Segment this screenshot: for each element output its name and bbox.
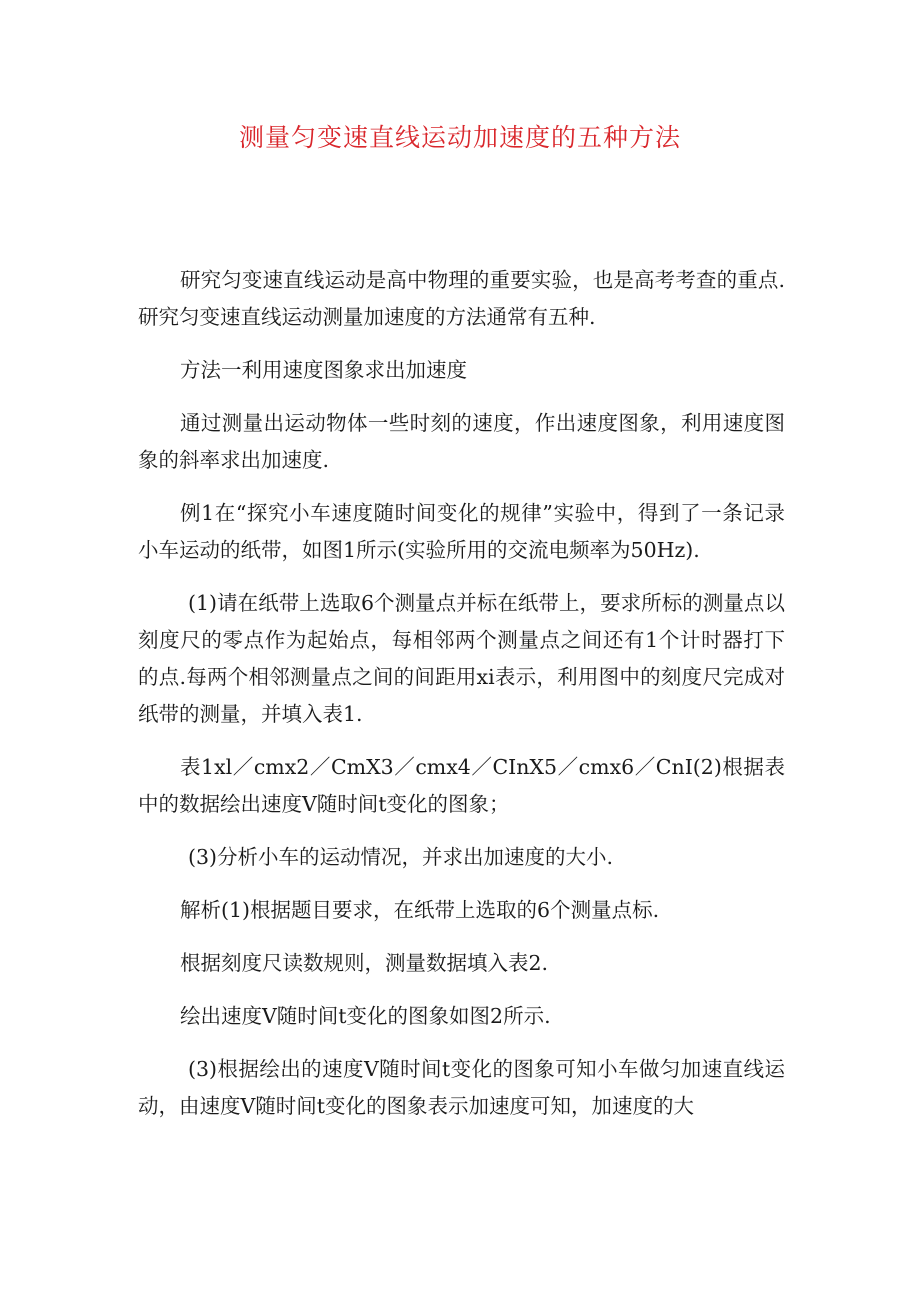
paragraph-method-one-heading: 方法一利用速度图象求出加速度 — [180, 358, 467, 382]
paragraph-question-three: (3)分析小车的运动情况，并求出加速度的大小. — [188, 845, 614, 869]
paragraph-solution-graph: 绘出速度V随时间t变化的图象如图2所示. — [180, 1004, 551, 1028]
paragraph-question-one: (1)请在纸带上选取6个测量点并标在纸带上，要求所标的测量点以刻度尺的零点作为起始点，每相邻两个测量点之间还有1个计时器打下的点.每两个相邻测量点之间的间距用xi表示，利用图中的刻度尺完成对纸带的测量，并填入表1. — [138, 591, 785, 726]
document-body — [138, 262, 785, 1141]
paragraph-example-one: 例1在“探究小车速度随时间变化的规律”实验中，得到了一条记录小车运动的纸带，如图1所示(实验所用的交流电频率为50Hz). — [138, 501, 785, 562]
paragraph-method-one-description: 通过测量出运动物体一些时刻的速度，作出速度图象，利用速度图象的斜率求出加速度. — [138, 411, 785, 472]
paragraph-table-one: 表1xl／cmx2／CmX3／cmx4／CInX5／cmx6／CnI(2)根据表中的数据绘出速度V随时间t变化的图象； — [138, 755, 785, 816]
paragraph-solution-three: (3)根据绘出的速度V随时间t变化的图象可知小车做匀加速直线运动，由速度V随时间t变化的图象表示加速度可知，加速度的大 — [138, 1057, 785, 1118]
document-title: 测量匀变速直线运动加速度的五种方法 — [238, 123, 681, 152]
paragraph-intro: 研究匀变速直线运动是高中物理的重要实验，也是高考考查的重点.研究匀变速直线运动测量加速度的方法通常有五种. — [138, 268, 785, 329]
paragraph-solution-reading: 根据刻度尺读数规则，测量数据填入表2. — [180, 951, 549, 975]
paragraph-solution-one: 解析(1)根据题目要求，在纸带上选取的6个测量点标. — [180, 898, 660, 922]
